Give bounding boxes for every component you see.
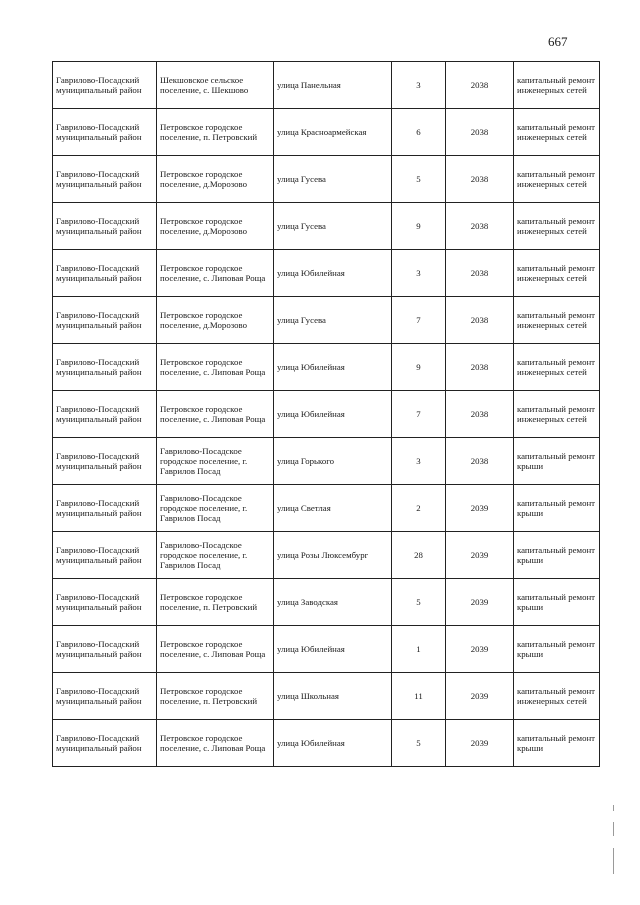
- settlement-cell: Петровское городское поселение, с. Липовая Роща: [157, 250, 274, 297]
- house-number-cell: 7: [392, 391, 446, 438]
- year-cell: 2038: [446, 297, 514, 344]
- house-number-cell: 5: [392, 720, 446, 767]
- house-number-cell: 5: [392, 579, 446, 626]
- table-row: [53, 579, 600, 626]
- year-cell: 2038: [446, 109, 514, 156]
- settlement-cell: Гаврилово-Посадское городское поселение, г. Гаврилов Посад: [157, 485, 274, 532]
- work-type-cell: капитальный ремонт инженерных сетей: [514, 203, 600, 250]
- street-cell: улица Юбилейная: [274, 391, 392, 438]
- work-type-cell: капитальный ремонт инженерных сетей: [514, 673, 600, 720]
- scan-artifact-mark: [613, 822, 614, 836]
- work-type-cell: капитальный ремонт инженерных сетей: [514, 109, 600, 156]
- settlement-cell: Петровское городское поселение, п. Петровский: [157, 579, 274, 626]
- street-cell: улица Гусева: [274, 156, 392, 203]
- district-cell: Гаврилово-Посадский муниципальный район: [53, 579, 157, 626]
- year-cell: 2039: [446, 626, 514, 673]
- settlement-cell: Петровское городское поселение, с. Липовая Роща: [157, 391, 274, 438]
- work-type-cell: капитальный ремонт инженерных сетей: [514, 344, 600, 391]
- table-row: [53, 344, 600, 391]
- district-cell: Гаврилово-Посадский муниципальный район: [53, 62, 157, 109]
- house-number-cell: 6: [392, 109, 446, 156]
- district-cell: Гаврилово-Посадский муниципальный район: [53, 203, 157, 250]
- work-type-cell: капитальный ремонт инженерных сетей: [514, 391, 600, 438]
- table-row: [53, 438, 600, 485]
- settlement-cell: Петровское городское поселение, с. Липовая Роща: [157, 720, 274, 767]
- settlement-cell: Гаврилово-Посадское городское поселение, г. Гаврилов Посад: [157, 532, 274, 579]
- street-cell: улица Красноармейская: [274, 109, 392, 156]
- street-cell: улица Светлая: [274, 485, 392, 532]
- street-cell: улица Юбилейная: [274, 250, 392, 297]
- scan-artifact-mark: [613, 848, 614, 874]
- work-type-cell: капитальный ремонт крыши: [514, 532, 600, 579]
- table-body: [53, 62, 600, 767]
- house-number-cell: 9: [392, 344, 446, 391]
- house-number-cell: 3: [392, 62, 446, 109]
- page-number: 667: [548, 34, 568, 49]
- district-cell: Гаврилово-Посадский муниципальный район: [53, 626, 157, 673]
- work-type-cell: капитальный ремонт крыши: [514, 720, 600, 767]
- table-row: [53, 156, 600, 203]
- house-number-cell: 7: [392, 297, 446, 344]
- district-cell: Гаврилово-Посадский муниципальный район: [53, 532, 157, 579]
- district-cell: Гаврилово-Посадский муниципальный район: [53, 438, 157, 485]
- district-cell: Гаврилово-Посадский муниципальный район: [53, 297, 157, 344]
- settlement-cell: Петровское городское поселение, с. Липовая Роща: [157, 626, 274, 673]
- street-cell: улица Юбилейная: [274, 344, 392, 391]
- year-cell: 2038: [446, 203, 514, 250]
- district-cell: Гаврилово-Посадский муниципальный район: [53, 156, 157, 203]
- house-number-cell: 9: [392, 203, 446, 250]
- year-cell: 2039: [446, 720, 514, 767]
- district-cell: Гаврилово-Посадский муниципальный район: [53, 109, 157, 156]
- settlement-cell: Петровское городское поселение, с. Липовая Роща: [157, 344, 274, 391]
- street-cell: улица Гусева: [274, 297, 392, 344]
- table-row: [53, 485, 600, 532]
- house-number-cell: 28: [392, 532, 446, 579]
- house-number-cell: 5: [392, 156, 446, 203]
- table-row: [53, 109, 600, 156]
- house-number-cell: 11: [392, 673, 446, 720]
- district-cell: Гаврилово-Посадский муниципальный район: [53, 673, 157, 720]
- street-cell: улица Горького: [274, 438, 392, 485]
- district-cell: Гаврилово-Посадский муниципальный район: [53, 391, 157, 438]
- year-cell: 2038: [446, 344, 514, 391]
- district-cell: Гаврилово-Посадский муниципальный район: [53, 344, 157, 391]
- table-row: [53, 203, 600, 250]
- table-row: [53, 391, 600, 438]
- district-cell: Гаврилово-Посадский муниципальный район: [53, 485, 157, 532]
- settlement-cell: Петровское городское поселение, п. Петровский: [157, 673, 274, 720]
- settlement-cell: Петровское городское поселение, д.Морозово: [157, 297, 274, 344]
- street-cell: улица Розы Люксембург: [274, 532, 392, 579]
- work-type-cell: капитальный ремонт крыши: [514, 626, 600, 673]
- table-row: [53, 673, 600, 720]
- settlement-cell: Гаврилово-Посадское городское поселение, г. Гаврилов Посад: [157, 438, 274, 485]
- repair-schedule-table: [52, 61, 600, 767]
- work-type-cell: капитальный ремонт крыши: [514, 485, 600, 532]
- street-cell: улица Школьная: [274, 673, 392, 720]
- table-row: [53, 720, 600, 767]
- house-number-cell: 3: [392, 438, 446, 485]
- street-cell: улица Панельная: [274, 62, 392, 109]
- street-cell: улица Гусева: [274, 203, 392, 250]
- year-cell: 2038: [446, 250, 514, 297]
- district-cell: Гаврилово-Посадский муниципальный район: [53, 250, 157, 297]
- table-row: [53, 297, 600, 344]
- street-cell: улица Юбилейная: [274, 626, 392, 673]
- settlement-cell: Шекшовское сельское поселение, с. Шекшово: [157, 62, 274, 109]
- year-cell: 2038: [446, 62, 514, 109]
- year-cell: 2038: [446, 156, 514, 203]
- work-type-cell: капитальный ремонт инженерных сетей: [514, 297, 600, 344]
- table-row: [53, 62, 600, 109]
- settlement-cell: Петровское городское поселение, д.Морозово: [157, 203, 274, 250]
- work-type-cell: капитальный ремонт инженерных сетей: [514, 250, 600, 297]
- scan-artifact-mark: [613, 805, 614, 811]
- table-row: [53, 532, 600, 579]
- work-type-cell: капитальный ремонт инженерных сетей: [514, 62, 600, 109]
- street-cell: улица Юбилейная: [274, 720, 392, 767]
- year-cell: 2039: [446, 579, 514, 626]
- house-number-cell: 2: [392, 485, 446, 532]
- year-cell: 2039: [446, 673, 514, 720]
- house-number-cell: 1: [392, 626, 446, 673]
- settlement-cell: Петровское городское поселение, д.Морозово: [157, 156, 274, 203]
- house-number-cell: 3: [392, 250, 446, 297]
- settlement-cell: Петровское городское поселение, п. Петровский: [157, 109, 274, 156]
- table-row: [53, 250, 600, 297]
- year-cell: 2038: [446, 391, 514, 438]
- district-cell: Гаврилово-Посадский муниципальный район: [53, 720, 157, 767]
- work-type-cell: капитальный ремонт крыши: [514, 579, 600, 626]
- work-type-cell: капитальный ремонт крыши: [514, 438, 600, 485]
- year-cell: 2038: [446, 438, 514, 485]
- year-cell: 2039: [446, 532, 514, 579]
- year-cell: 2039: [446, 485, 514, 532]
- street-cell: улица Заводская: [274, 579, 392, 626]
- table-row: [53, 626, 600, 673]
- work-type-cell: капитальный ремонт инженерных сетей: [514, 156, 600, 203]
